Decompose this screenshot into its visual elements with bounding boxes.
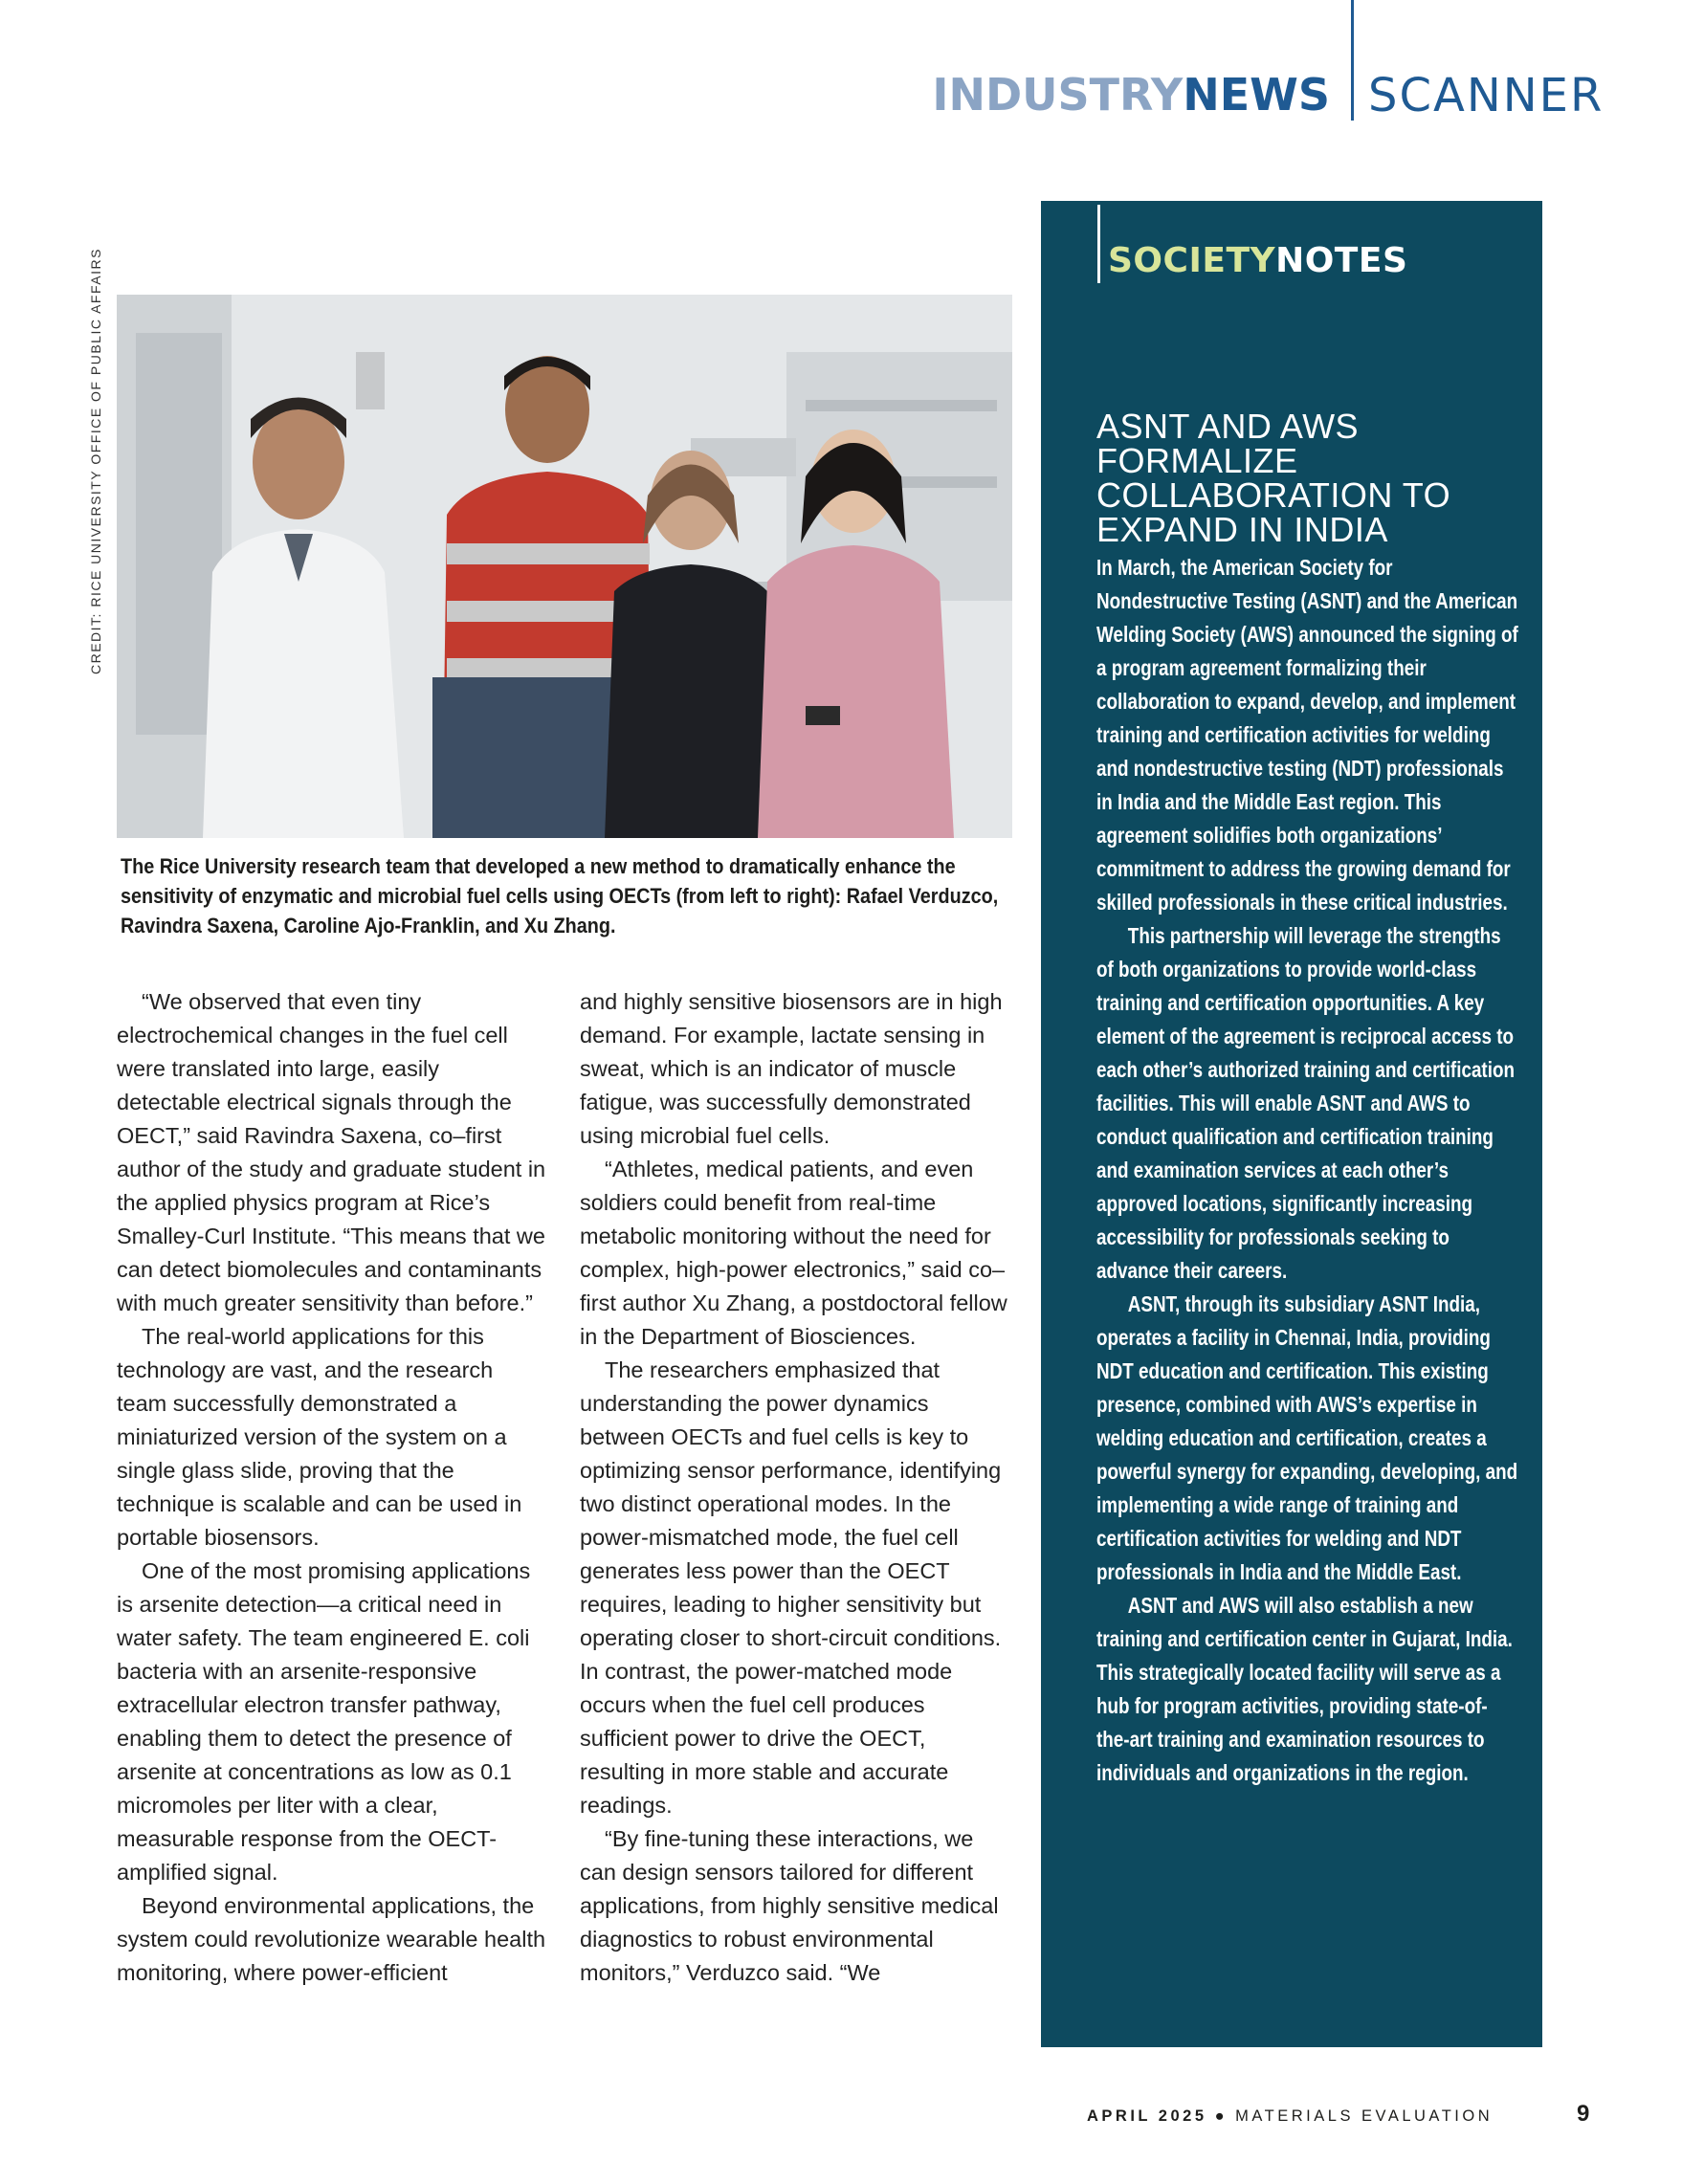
section-subtitle: SCANNER (1368, 69, 1605, 122)
page-number: 9 (1577, 2101, 1590, 2127)
page-header (0, 0, 1682, 124)
sidebar-paragraph: This partnership will leverage the strengths of both organizations to provide world-class training and certification opportunities. A key element of the agreement is reciprocal access to each other’s authorized training and certification facilities. This will enable ASNT and AWS to conduct qualification and certification training and examination services at each other’s approved locations, significantly increasing accessibility for professionals seeking to advance their careers. (1096, 923, 1515, 1283)
article-paragraph: “Athletes, medical patients, and even soldiers could benefit from real-time metabolic monitoring without the need for complex, high-power electronics,” said co–first author Xu Zhang, a postdoctoral fellow in the Department of Biosciences. (580, 1157, 1007, 1349)
sidebar-paragraph: In March, the American Society for Nondestructive Testing (ASNT) and the American Welding Society (AWS) announced the signing of a program agreement formalizing their collaboration to expand, develop, and implement training and certification activities for welding and nondestructive testing (NDT) professionals in India and the Middle East region. This agreement solidifies both organizations’ commitment to address the growing demand for skilled professionals in these critical industries. (1096, 555, 1518, 915)
article-paragraph: and highly sensitive biosensors are in high demand. For example, lactate sensing in sweat, which is an indicator of muscle fatigue, was successfully demonstrated using microbial fuel cells. (580, 989, 1003, 1148)
section-title-news: NEWS (1183, 69, 1330, 121)
photo-credit: CREDIT: RICE UNIVERSITY OFFICE OF PUBLIC AFFAIRS (88, 248, 103, 674)
photo-caption: The Rice University research team that developed a new method to dramatically enhance the sensitivity of enzymatic and microbial fuel cells using OECTs (from left to right): Rafael Verduzco, Ravindra Saxena, Caroline Ajo-Franklin, and Xu Zhang. (121, 854, 999, 938)
article-column-2 (580, 985, 1010, 1990)
sidebar-title-rule (1097, 205, 1100, 283)
article-paragraph: “We observed that even tiny electrochemical changes in the fuel cell were translated into large, easily detectable electrical signals through the OECT,” said Ravindra Saxena, co–first author of the study and graduate student in the applied physics program at Rice’s Smalley-Curl Institute. “This means that we can detect biomolecules and contaminants with much greater sensitivity than before.” (117, 989, 546, 1315)
sidebar-paragraph: ASNT and AWS will also establish a new training and certification center in Gujarat, India. This strategically located facility will serve as a hub for program activities, providing state-of-the-art training and examination resources to individuals and organizations in the region. (1096, 1593, 1513, 1785)
footer-publication: MATERIALS EVALUATION (1235, 2107, 1494, 2125)
sidebar-title (1108, 241, 1407, 280)
society-notes-sidebar (1041, 201, 1542, 2047)
page-footer (1087, 2107, 1493, 2126)
footer-date: APRIL 2025 (1087, 2107, 1207, 2125)
team-photo (117, 295, 1012, 838)
sidebar-title-society: SOCIETY (1108, 241, 1276, 280)
section-title-industry: INDUSTRY (932, 69, 1184, 121)
article-paragraph: “By fine-tuning these interactions, we can design sensors tailored for different applications, from highly sensitive medical diagnostics to robust environmental monitors,” Verduzco said. “We (580, 1826, 999, 1985)
article-paragraph: Beyond environmental applications, the system could revolutionize wearable health monitoring, where power-efficient (117, 1893, 546, 1985)
article-column-1 (117, 985, 547, 1990)
sidebar-body (1096, 551, 1520, 1790)
sidebar-paragraph: ASNT, through its subsidiary ASNT India, operates a facility in Chennai, India, providing NDT education and certification. This existing presence, combined with AWS’s expertise in welding education and certification, creates a powerful synergy for expanding, developing, and implementing a wide range of training and certification activities for welding and NDT professionals in India and the Middle East. (1096, 1291, 1518, 1584)
sidebar-title-notes: NOTES (1275, 241, 1408, 280)
sidebar-headline: ASNT AND AWS FORMALIZE COLLABORATION TO EXPAND IN INDIA (1096, 407, 1451, 549)
article-paragraph: The researchers emphasized that understanding the power dynamics between OECTs and fuel cells is key to optimizing sensor performance, identifying two distinct operational modes. In the power-mismatched mode, the fuel cell generates less power than the OECT requires, leading to higher sensitivity but operating closer to short-circuit conditions. In contrast, the power-matched mode occurs when the fuel cell produces sufficient power to drive the OECT, resulting in more stable and accurate readings. (580, 1357, 1002, 1818)
header-divider (1351, 0, 1354, 121)
footer-separator: ● (1214, 2107, 1228, 2125)
team-photo-illustration (117, 295, 1012, 838)
article-paragraph: One of the most promising applications is arsenite detection—a critical need in water safety. The team engineered E. coli bacteria with an arsenite-responsive extracellular electron transfer pathway, enabling them to detect the presence of arsenite at concentrations as low as 0.1 micromoles per liter with a clear, measurable response from the OECT-amplified signal. (117, 1558, 531, 1885)
section-title (932, 69, 1330, 121)
article-paragraph: The real-world applications for this technology are vast, and the research team successfully demonstrated a miniaturized version of the system on a single glass slide, proving that the technique is scalable and can be used in portable biosensors. (117, 1324, 522, 1550)
